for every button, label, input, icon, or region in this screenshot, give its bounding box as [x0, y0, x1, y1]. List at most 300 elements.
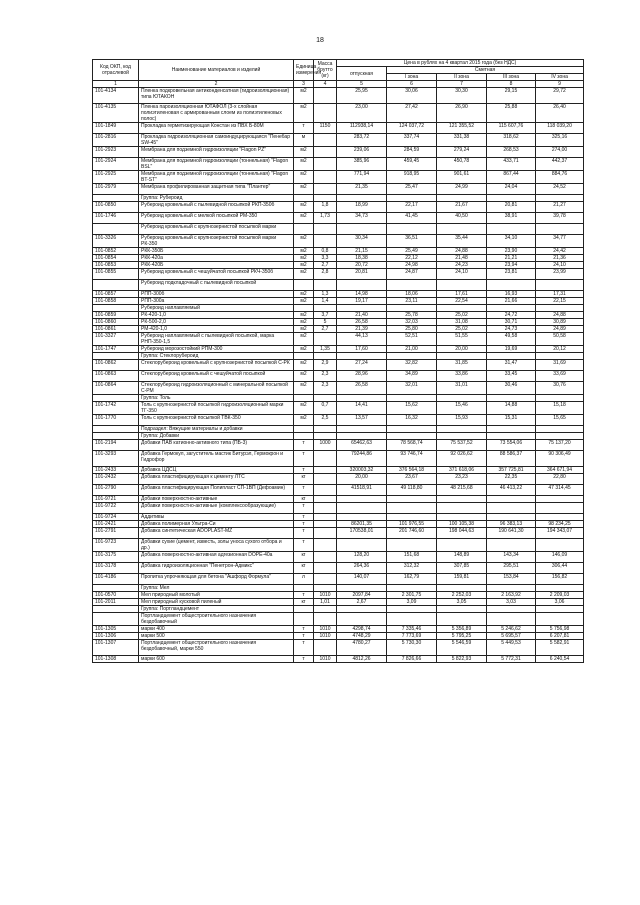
table-row — [93, 528, 584, 539]
empty-cell — [294, 426, 314, 433]
row-zone-price: 884,76 — [536, 171, 584, 184]
row-zone-price: 148,89 — [437, 552, 487, 563]
empty-cell — [487, 426, 536, 433]
row-mass: 2,5 — [314, 415, 337, 426]
row-zone-price: 34,89 — [387, 371, 437, 382]
row-zone-price: 51,55 — [437, 333, 487, 346]
row-unit: м2 — [294, 382, 314, 395]
empty-cell — [437, 353, 487, 360]
row-name: Пленка пароизоляционная ЮТАФОЛ (3-х слойная полиэтиленовая с армированным слоем из полиэтиленовых полос) — [139, 104, 294, 123]
row-unit: т — [294, 514, 314, 521]
row-zone-price: 31,08 — [437, 319, 487, 326]
empty-cell — [536, 585, 584, 592]
row-zone-price: 16,93 — [487, 291, 536, 298]
empty-cell — [487, 585, 536, 592]
row-code: 101-9723 — [93, 539, 139, 552]
row-zone-price: 23,23 — [437, 474, 487, 485]
row-zone-price: 96 383,13 — [487, 521, 536, 528]
table-row — [93, 333, 584, 346]
row-mass — [314, 521, 337, 528]
row-zone-price — [487, 514, 536, 521]
group-title: Группа: Мел — [139, 585, 294, 592]
row-zone-price: 98 234,25 — [536, 521, 584, 528]
group-title: Группа: Толь — [139, 395, 294, 402]
page-number: 18 — [316, 37, 324, 44]
row-zone-price — [536, 514, 584, 521]
row-zone-price: 5 795,25 — [437, 633, 487, 640]
row-unit — [294, 613, 314, 626]
table-row — [93, 326, 584, 333]
row-zone-price: 279,24 — [437, 147, 487, 158]
row-release-price — [337, 280, 387, 291]
row-mass — [314, 467, 337, 474]
row-zone-price: 33,69 — [536, 371, 584, 382]
row-release-price: 140,07 — [337, 574, 387, 585]
row-zone-price: 17,31 — [536, 291, 584, 298]
row-mass: 1010 — [314, 633, 337, 640]
row-name: Добавка гидроизоляционная "Пенетрон-Адмикс" — [139, 563, 294, 574]
row-unit: т — [294, 528, 314, 539]
row-name: Портландцемент общестроительного назначения бездобавочный — [139, 613, 294, 626]
empty-cell — [536, 195, 584, 202]
row-mass — [314, 574, 337, 585]
row-unit: т — [294, 592, 314, 599]
row-zone-price: 3,09 — [387, 599, 437, 606]
row-code: 101-0859 — [93, 312, 139, 319]
row-code: 101-0852 — [93, 248, 139, 255]
row-name: Рубероид морозостойкий РПМ-300 — [139, 346, 294, 353]
row-zone-price: 22,54 — [437, 298, 487, 305]
row-code: 101-0855 — [93, 269, 139, 280]
row-zone-price: 92 026,62 — [437, 451, 487, 467]
row-zone-price: 33,86 — [437, 371, 487, 382]
empty-cell — [487, 395, 536, 402]
row-code: 101-2979 — [93, 184, 139, 195]
row-zone-price: 151,68 — [387, 552, 437, 563]
row-unit: кг — [294, 496, 314, 503]
row-code: 101-2924 — [93, 158, 139, 171]
row-mass — [314, 305, 337, 312]
row-release-price: 128,20 — [337, 552, 387, 563]
row-zone-price: 17,61 — [437, 291, 487, 298]
empty-cell — [437, 195, 487, 202]
row-zone-price: 7 335,46 — [387, 626, 437, 633]
row-mass — [314, 552, 337, 563]
row-zone-price: 2 209,03 — [536, 592, 584, 599]
row-zone-price — [536, 613, 584, 626]
row-mass — [314, 235, 337, 248]
row-mass: 2,7 — [314, 326, 337, 333]
group-row — [93, 585, 584, 592]
row-unit: т — [294, 485, 314, 496]
row-zone-price: 153,84 — [487, 574, 536, 585]
row-mass: 1010 — [314, 626, 337, 633]
row-unit: т — [294, 521, 314, 528]
empty-cell — [487, 353, 536, 360]
row-code: 101-2790 — [93, 485, 139, 496]
row-zone-price: 7 826,66 — [387, 656, 437, 663]
row-zone-price: 5 582,91 — [536, 640, 584, 656]
row-mass: 1,4 — [314, 298, 337, 305]
row-release-price: 21,35 — [337, 184, 387, 195]
col-index: 3 — [294, 81, 314, 88]
row-name: Прокладка герметизирующая Констан из ПВХ Б-80М — [139, 123, 294, 134]
row-code: 101-3175 — [93, 552, 139, 563]
row-zone-price: 34,10 — [487, 235, 536, 248]
row-name: РПП-300б — [139, 291, 294, 298]
row-zone-price: 115 607,76 — [487, 123, 536, 134]
row-zone-price: 198 044,63 — [437, 528, 487, 539]
row-zone-price: 19,69 — [487, 346, 536, 353]
row-zone-price: 24,23 — [437, 262, 487, 269]
row-name: Мел природный кусковой пиленый — [139, 599, 294, 606]
row-zone-price: 29,15 — [487, 88, 536, 104]
row-name: Рубероид кровельный с крупнозернистой посыпкой марки РК-350 — [139, 235, 294, 248]
row-zone-price: 6 207,81 — [536, 633, 584, 640]
row-zone-price — [487, 496, 536, 503]
row-unit: т — [294, 633, 314, 640]
col-index: 4 — [314, 81, 337, 88]
table-row — [93, 213, 584, 224]
row-zone-price: 49,58 — [487, 333, 536, 346]
row-release-price: 771,94 — [337, 171, 387, 184]
table-row — [93, 312, 584, 319]
row-release-price: 4812,26 — [337, 656, 387, 663]
empty-cell — [294, 585, 314, 592]
empty-cell — [337, 585, 387, 592]
empty-cell — [437, 426, 487, 433]
row-mass — [314, 528, 337, 539]
row-zone-price — [487, 613, 536, 626]
col-index: 9 — [536, 81, 584, 88]
row-zone-price: 194 343,07 — [536, 528, 584, 539]
row-zone-price: 21,21 — [487, 255, 536, 262]
row-zone-price: 159,81 — [437, 574, 487, 585]
row-code: 101-4134 — [93, 88, 139, 104]
row-mass — [314, 88, 337, 104]
row-unit: м2 — [294, 298, 314, 305]
row-zone-price: 2 252,03 — [437, 592, 487, 599]
row-release-price: 2,67 — [337, 599, 387, 606]
row-name: Добавка поверхностно-активная адгезионная DOPE-40а — [139, 552, 294, 563]
row-mass — [314, 147, 337, 158]
empty-cell — [314, 433, 337, 440]
row-code: 101-1770 — [93, 415, 139, 426]
row-mass — [314, 485, 337, 496]
table-row — [93, 280, 584, 291]
row-zone-price: 39,78 — [536, 213, 584, 224]
row-release-price: 20,00 — [337, 474, 387, 485]
row-zone-price: 24,73 — [487, 326, 536, 333]
group-title: Группа: Стеклорубероид — [139, 353, 294, 360]
row-code — [93, 426, 139, 433]
row-mass: 2,3 — [314, 371, 337, 382]
header-mass: Масса брутто (кг) — [314, 60, 337, 81]
row-zone-price: 901,61 — [437, 171, 487, 184]
group-row — [93, 606, 584, 613]
row-zone-price: 162,79 — [387, 574, 437, 585]
row-zone-price: 5 695,57 — [487, 633, 536, 640]
row-release-price: 239,06 — [337, 147, 387, 158]
row-zone-price: 31,85 — [437, 360, 487, 371]
row-code — [93, 395, 139, 402]
row-code — [93, 224, 139, 235]
empty-cell — [294, 433, 314, 440]
group-title: Подраздел: Вяжущие материалы и добавки — [139, 426, 294, 433]
row-unit: м2 — [294, 255, 314, 262]
row-release-price — [337, 613, 387, 626]
row-zone-price — [536, 280, 584, 291]
row-name: Стеклорубероид кровельный с чешуйчатой посыпкой — [139, 371, 294, 382]
row-zone-price — [387, 305, 437, 312]
row-zone-price: 201 746,60 — [387, 528, 437, 539]
table-row — [93, 147, 584, 158]
row-code: 101-2923 — [93, 147, 139, 158]
table-row — [93, 633, 584, 640]
row-release-price: 18,99 — [337, 202, 387, 213]
table-row — [93, 514, 584, 521]
col-index: 5 — [337, 81, 387, 88]
table-row — [93, 640, 584, 656]
row-code: 101-1308 — [93, 656, 139, 663]
row-release-price — [337, 496, 387, 503]
table-row — [93, 371, 584, 382]
row-code: 101-2816 — [93, 134, 139, 147]
row-mass: 0,8 — [314, 248, 337, 255]
row-zone-price: 75 537,52 — [437, 440, 487, 451]
row-mass: 1010 — [314, 592, 337, 599]
row-mass — [314, 333, 337, 346]
row-zone-price — [536, 539, 584, 552]
row-zone-price: 274,00 — [536, 147, 584, 158]
table-row — [93, 171, 584, 184]
row-zone-price: 30,46 — [487, 382, 536, 395]
row-zone-price — [437, 539, 487, 552]
row-zone-price: 156,82 — [536, 574, 584, 585]
row-zone-price: 22,15 — [536, 298, 584, 305]
row-code: 101-3293 — [93, 451, 139, 467]
row-name: Аддитивы — [139, 514, 294, 521]
row-code: 101-9722 — [93, 503, 139, 514]
row-zone-price: 118 039,20 — [536, 123, 584, 134]
row-zone-price: 31,69 — [536, 360, 584, 371]
row-release-price: 27,24 — [337, 360, 387, 371]
table-row — [93, 255, 584, 262]
row-zone-price: 22,17 — [387, 202, 437, 213]
row-zone-price: 121 355,52 — [437, 123, 487, 134]
row-release-price: 25,95 — [337, 88, 387, 104]
row-unit: т — [294, 440, 314, 451]
row-zone-price: 16,32 — [387, 415, 437, 426]
row-zone-price — [437, 496, 487, 503]
row-release-price: 4780,27 — [337, 640, 387, 656]
row-release-price: 14,98 — [337, 291, 387, 298]
table-row — [93, 262, 584, 269]
table-row — [93, 248, 584, 255]
row-code — [93, 606, 139, 613]
table-row — [93, 402, 584, 415]
row-zone-price: 31,01 — [437, 382, 487, 395]
row-unit: т — [294, 123, 314, 134]
row-zone-price: 23,94 — [487, 262, 536, 269]
row-zone-price: 5 546,59 — [437, 640, 487, 656]
empty-cell — [487, 433, 536, 440]
empty-cell — [536, 426, 584, 433]
row-name: РК-500-2,0 — [139, 319, 294, 326]
group-row — [93, 195, 584, 202]
table-row — [93, 346, 584, 353]
row-zone-price: 22,35 — [487, 474, 536, 485]
row-zone-price: 22,12 — [387, 255, 437, 262]
empty-cell — [487, 606, 536, 613]
row-zone-price: 24,42 — [536, 248, 584, 255]
row-code — [93, 613, 139, 626]
row-zone-price — [536, 305, 584, 312]
header-unit: Единица измерения — [294, 60, 314, 81]
row-unit: т — [294, 656, 314, 663]
row-zone-price — [387, 613, 437, 626]
row-zone-price: 6 240,54 — [536, 656, 584, 663]
row-release-price: 320003,32 — [337, 467, 387, 474]
table-row — [93, 503, 584, 514]
table-row — [93, 474, 584, 485]
row-zone-price — [387, 514, 437, 521]
row-zone-price: 331,38 — [437, 134, 487, 147]
row-zone-price: 40,50 — [437, 213, 487, 224]
row-zone-price: 24,10 — [536, 262, 584, 269]
row-name: Толь с крупнозернистой посыпкой ТВК-350 — [139, 415, 294, 426]
empty-cell — [437, 395, 487, 402]
row-zone-price: 25,88 — [487, 104, 536, 123]
row-zone-price — [437, 514, 487, 521]
row-code: 101-2925 — [93, 171, 139, 184]
row-zone-price: 30,30 — [437, 88, 487, 104]
row-zone-price — [437, 305, 487, 312]
table-row — [93, 626, 584, 633]
row-zone-price: 24,88 — [437, 248, 487, 255]
row-zone-price: 5 356,89 — [437, 626, 487, 633]
row-zone-price: 18,06 — [387, 291, 437, 298]
row-release-price: 23,00 — [337, 104, 387, 123]
row-name: Добавка синтетическая ADOPLAST-MZ — [139, 528, 294, 539]
row-mass — [314, 613, 337, 626]
table-row — [93, 415, 584, 426]
row-code — [93, 585, 139, 592]
row-zone-price: 5 730,30 — [387, 640, 437, 656]
row-zone-price: 30,06 — [387, 88, 437, 104]
row-mass — [314, 451, 337, 467]
row-code: 101-4186 — [93, 574, 139, 585]
row-zone-price: 3,05 — [437, 599, 487, 606]
row-release-price: 4298,74 — [337, 626, 387, 633]
row-code: 101-1305 — [93, 626, 139, 633]
row-unit: м2 — [294, 319, 314, 326]
row-zone-price: 15,65 — [536, 415, 584, 426]
row-release-price: 34,73 — [337, 213, 387, 224]
row-zone-price: 459,45 — [387, 158, 437, 171]
row-zone-price: 24,88 — [536, 312, 584, 319]
row-zone-price: 24,87 — [387, 269, 437, 280]
table-row — [93, 382, 584, 395]
header-estimated: Сметная — [387, 67, 584, 74]
row-zone-price: 337,74 — [387, 134, 437, 147]
row-zone-price: 25,80 — [387, 326, 437, 333]
row-mass — [314, 158, 337, 171]
row-zone-price: 41,45 — [387, 213, 437, 224]
row-mass: 3,3 — [314, 255, 337, 262]
row-zone-price — [487, 305, 536, 312]
table-row — [93, 305, 584, 312]
row-name: Пленка подкровельная антиконденсатная (гидроизоляционная) типа ЮТАКОН — [139, 88, 294, 104]
empty-cell — [387, 395, 437, 402]
row-zone-price: 190 641,30 — [487, 528, 536, 539]
row-release-price: 26,58 — [337, 319, 387, 326]
row-name: Пропитка упрочняющая для бетона "Ашфорд Формула" — [139, 574, 294, 585]
table-row — [93, 440, 584, 451]
empty-cell — [387, 606, 437, 613]
row-code: 101-9721 — [93, 496, 139, 503]
row-code: 101-0857 — [93, 291, 139, 298]
row-unit: м2 — [294, 147, 314, 158]
row-unit: кг — [294, 563, 314, 574]
row-unit: м2 — [294, 171, 314, 184]
row-unit: м2 — [294, 360, 314, 371]
row-unit: м2 — [294, 262, 314, 269]
header-name: Наименование материалов и изделий — [139, 60, 294, 81]
row-release-price: 19,17 — [337, 298, 387, 305]
row-name: РКК-350Б — [139, 248, 294, 255]
col-index: 7 — [437, 81, 487, 88]
row-name: Портландцемент общестроительного назначения бездобавочный, марки 550 — [139, 640, 294, 656]
table-row — [93, 202, 584, 213]
table-row — [93, 563, 584, 574]
row-release-price: 21,15 — [337, 248, 387, 255]
row-zone-price: 124 037,72 — [387, 123, 437, 134]
row-zone-price: 22,80 — [536, 474, 584, 485]
row-mass: 1000 — [314, 440, 337, 451]
row-unit: м2 — [294, 269, 314, 280]
group-row — [93, 353, 584, 360]
row-zone-price: 325,16 — [536, 134, 584, 147]
row-name: Рубероид наплавляемый с пылевидной посыпкой, марка РНП-350-1,5 — [139, 333, 294, 346]
row-mass: 2,7 — [314, 262, 337, 269]
row-zone-price: 21,48 — [437, 255, 487, 262]
empty-cell — [314, 585, 337, 592]
row-release-price — [337, 514, 387, 521]
row-zone-price: 29,72 — [536, 88, 584, 104]
row-mass: 2,9 — [314, 360, 337, 371]
row-unit: м2 — [294, 202, 314, 213]
row-zone-price: 26,90 — [437, 104, 487, 123]
empty-cell — [314, 195, 337, 202]
row-zone-price: 5 246,62 — [487, 626, 536, 633]
row-release-price: 65462,63 — [337, 440, 387, 451]
header-code: Код ОКП, код отраслевой — [93, 60, 139, 81]
row-zone-price: 21,66 — [487, 298, 536, 305]
row-zone-price: 376 564,18 — [387, 467, 437, 474]
empty-cell — [337, 606, 387, 613]
table-row — [93, 360, 584, 371]
row-zone-price: 433,71 — [487, 158, 536, 171]
row-zone-price — [437, 613, 487, 626]
row-name: Мембрана для подземной гидроизоляции "Flagon PZ" — [139, 147, 294, 158]
row-code: 101-0862 — [93, 360, 139, 371]
table-row — [93, 298, 584, 305]
row-name: Добавки сухие (цемент, известь, золы уноса сухого отбора и др.) — [139, 539, 294, 552]
empty-cell — [314, 395, 337, 402]
row-zone-price — [437, 503, 487, 514]
row-code: 101-1306 — [93, 633, 139, 640]
